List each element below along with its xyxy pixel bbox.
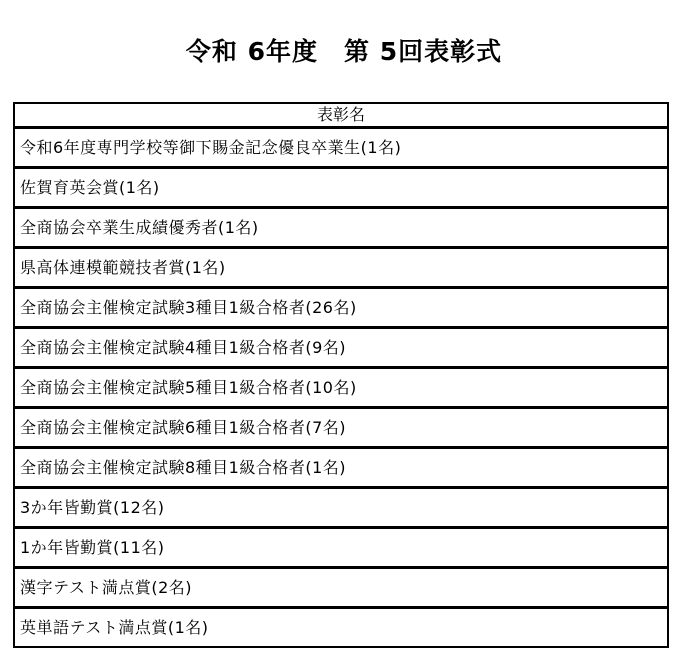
table-row	[14, 528, 668, 568]
award-name-cell: 英単語テスト満点賞(1名)	[14, 608, 668, 648]
award-name-cell: 全商協会主催検定試験6種目1級合格者(7名)	[14, 408, 668, 448]
table-row	[14, 488, 668, 528]
award-name-cell: 全商協会卒業生成績優秀者(1名)	[14, 208, 668, 248]
award-name-cell: 佐賀育英会賞(1名)	[14, 168, 668, 208]
table-header-row	[14, 103, 668, 128]
table-row	[14, 568, 668, 608]
award-name-cell: 全商協会主催検定試験8種目1級合格者(1名)	[14, 448, 668, 488]
award-name-cell: 県高体連模範競技者賞(1名)	[14, 248, 668, 288]
table-row	[14, 448, 668, 488]
award-table	[13, 102, 669, 648]
award-name-cell: 全商協会主催検定試験5種目1級合格者(10名)	[14, 368, 668, 408]
table-row	[14, 368, 668, 408]
award-name-cell: 1か年皆勤賞(11名)	[14, 528, 668, 568]
table-row	[14, 608, 668, 648]
page-title: 令和 6年度 第 5回表彰式	[185, 37, 503, 66]
award-name-cell: 全商協会主催検定試験4種目1級合格者(9名)	[14, 328, 668, 368]
award-name-cell: 全商協会主催検定試験3種目1級合格者(26名)	[14, 288, 668, 328]
table-row	[14, 328, 668, 368]
table-row	[14, 248, 668, 288]
column-header-award-name: 表彰名	[14, 103, 668, 128]
table-row	[14, 408, 668, 448]
table-row	[14, 288, 668, 328]
table-row	[14, 168, 668, 208]
award-name-cell: 令和6年度専門学校等御下賜金記念優良卒業生(1名)	[14, 128, 668, 168]
award-name-cell: 漢字テスト満点賞(2名)	[14, 568, 668, 608]
table-row	[14, 208, 668, 248]
table-row	[14, 128, 668, 168]
award-name-cell: 3か年皆勤賞(12名)	[14, 488, 668, 528]
